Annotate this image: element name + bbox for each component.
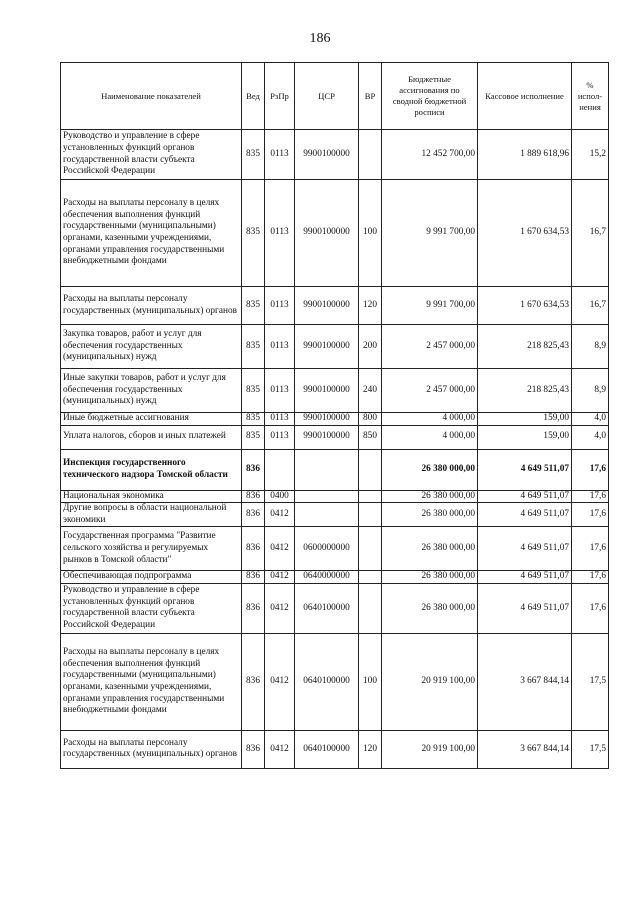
cell-name: Расходы на выплаты персоналу в целях обеспечения выполнения функций государственными (муниципальными) органами, казенными учреждениями, органами управления государственными внебюджетными фондами (61, 180, 242, 287)
header-csr: ЦСР (295, 63, 359, 130)
cell-rzpr: 0412 (265, 730, 295, 768)
cell-ved: 836 (242, 571, 265, 584)
cell-budget: 12 452 700,00 (382, 130, 478, 180)
table-row (61, 730, 609, 768)
header-cash: Кассовое исполнение (478, 63, 572, 130)
cell-name: Расходы на выплаты персоналу государственных (муниципальных) органов (61, 287, 242, 325)
cell-cash: 4 649 511,07 (478, 503, 572, 527)
cell-cash: 1 670 634,53 (478, 287, 572, 325)
cell-cash: 218 825,43 (478, 369, 572, 413)
cell-rzpr: 0113 (265, 130, 295, 180)
cell-budget: 4 000,00 (382, 413, 478, 426)
cell-ved: 835 (242, 325, 265, 369)
cell-name: Руководство и управление в сфере установленных функций органов государственной власти субъекта Российской Федерации (61, 130, 242, 180)
cell-csr: 9900100000 (295, 413, 359, 426)
cell-budget: 26 380 000,00 (382, 583, 478, 633)
cell-vr: 800 (359, 413, 382, 426)
cell-ved: 836 (242, 503, 265, 527)
cell-vr (359, 130, 382, 180)
cell-name: Уплата налогов, сборов и иных платежей (61, 425, 242, 449)
cell-cash: 1 670 634,53 (478, 180, 572, 287)
cell-rzpr: 0113 (265, 325, 295, 369)
cell-vr: 120 (359, 730, 382, 768)
cell-csr: 9900100000 (295, 325, 359, 369)
header-percent: % испол-нения (572, 63, 609, 130)
cell-vr (359, 527, 382, 571)
cell-budget: 26 380 000,00 (382, 490, 478, 503)
cell-percent: 17,6 (572, 490, 609, 503)
cell-rzpr: 0113 (265, 180, 295, 287)
cell-percent: 15,2 (572, 130, 609, 180)
cell-ved: 836 (242, 490, 265, 503)
cell-budget: 9 991 700,00 (382, 287, 478, 325)
cell-name: Инспекция государственного технического надзора Томской области (61, 449, 242, 490)
cell-cash: 4 649 511,07 (478, 583, 572, 633)
header-budget: Бюджетные ассигнования по сводной бюджетной росписи (382, 63, 478, 130)
cell-name: Закупка товаров, работ и услуг для обеспечения государственных (муниципальных) нужд (61, 325, 242, 369)
cell-vr: 100 (359, 180, 382, 287)
cell-percent: 17,5 (572, 633, 609, 730)
cell-percent: 17,6 (572, 583, 609, 633)
table-row (61, 503, 609, 527)
header-rzpr: РзПр (265, 63, 295, 130)
cell-csr: 9900100000 (295, 130, 359, 180)
cell-vr: 120 (359, 287, 382, 325)
cell-csr: 0640100000 (295, 583, 359, 633)
cell-rzpr: 0412 (265, 583, 295, 633)
cell-name: Государственная программа "Развитие сельского хозяйства и регулируемых рынков в Томской области" (61, 527, 242, 571)
cell-rzpr: 0412 (265, 633, 295, 730)
cell-csr: 9900100000 (295, 425, 359, 449)
cell-rzpr: 0113 (265, 425, 295, 449)
cell-ved: 836 (242, 730, 265, 768)
table-row (61, 325, 609, 369)
cell-rzpr: 0412 (265, 503, 295, 527)
header-vr: ВР (359, 63, 382, 130)
budget-execution-table (60, 62, 609, 769)
table-row (61, 490, 609, 503)
cell-vr (359, 490, 382, 503)
cell-csr: 0640000000 (295, 571, 359, 584)
cell-ved: 835 (242, 287, 265, 325)
table-row (61, 130, 609, 180)
cell-csr (295, 449, 359, 490)
cell-rzpr: 0412 (265, 527, 295, 571)
cell-percent: 17,5 (572, 730, 609, 768)
cell-percent: 4,0 (572, 413, 609, 426)
table-row (61, 287, 609, 325)
cell-budget: 2 457 000,00 (382, 325, 478, 369)
cell-name: Иные закупки товаров, работ и услуг для обеспечения государственных (муниципальных) нужд (61, 369, 242, 413)
cell-csr: 0640100000 (295, 730, 359, 768)
cell-cash: 218 825,43 (478, 325, 572, 369)
cell-vr (359, 571, 382, 584)
cell-percent: 17,6 (572, 571, 609, 584)
cell-percent: 17,6 (572, 527, 609, 571)
cell-percent: 8,9 (572, 369, 609, 413)
cell-csr: 9900100000 (295, 287, 359, 325)
cell-percent: 17,6 (572, 503, 609, 527)
cell-rzpr: 0412 (265, 571, 295, 584)
table-row (61, 425, 609, 449)
cell-budget: 26 380 000,00 (382, 527, 478, 571)
cell-vr: 200 (359, 325, 382, 369)
cell-percent: 4,0 (572, 425, 609, 449)
cell-cash: 159,00 (478, 413, 572, 426)
cell-vr (359, 449, 382, 490)
cell-percent: 17,6 (572, 449, 609, 490)
table-row (61, 571, 609, 584)
cell-ved: 835 (242, 180, 265, 287)
cell-budget: 2 457 000,00 (382, 369, 478, 413)
table-header-row (61, 63, 609, 130)
cell-csr: 0600000000 (295, 527, 359, 571)
cell-cash: 4 649 511,07 (478, 571, 572, 584)
header-name: Наименование показателей (61, 63, 242, 130)
table-row (61, 527, 609, 571)
cell-ved: 836 (242, 633, 265, 730)
cell-budget: 4 000,00 (382, 425, 478, 449)
cell-csr: 9900100000 (295, 180, 359, 287)
cell-name: Расходы на выплаты персоналу в целях обеспечения выполнения функций государственными (муниципальными) органами, казенными учреждениями, органами управления государственными внебюджетными фондами (61, 633, 242, 730)
cell-budget: 20 919 100,00 (382, 633, 478, 730)
cell-rzpr: 0113 (265, 369, 295, 413)
cell-ved: 835 (242, 369, 265, 413)
cell-budget: 20 919 100,00 (382, 730, 478, 768)
table-row (61, 449, 609, 490)
cell-budget: 26 380 000,00 (382, 571, 478, 584)
cell-cash: 159,00 (478, 425, 572, 449)
cell-cash: 4 649 511,07 (478, 449, 572, 490)
table-row (61, 633, 609, 730)
cell-ved: 835 (242, 130, 265, 180)
cell-csr (295, 503, 359, 527)
cell-budget: 26 380 000,00 (382, 449, 478, 490)
cell-vr (359, 503, 382, 527)
cell-percent: 16,7 (572, 287, 609, 325)
cell-cash: 4 649 511,07 (478, 490, 572, 503)
cell-csr: 9900100000 (295, 369, 359, 413)
cell-name: Руководство и управление в сфере установленных функций органов государственной власти субъекта Российской Федерации (61, 583, 242, 633)
cell-name: Другие вопросы в области национальной экономики (61, 503, 242, 527)
cell-cash: 4 649 511,07 (478, 527, 572, 571)
cell-cash: 1 889 618,96 (478, 130, 572, 180)
cell-csr (295, 490, 359, 503)
cell-rzpr: 0113 (265, 413, 295, 426)
cell-ved: 836 (242, 527, 265, 571)
table-row (61, 369, 609, 413)
table-row (61, 180, 609, 287)
cell-name: Национальная экономика (61, 490, 242, 503)
cell-rzpr: 0400 (265, 490, 295, 503)
cell-ved: 836 (242, 449, 265, 490)
cell-percent: 8,9 (572, 325, 609, 369)
cell-cash: 3 667 844,14 (478, 633, 572, 730)
table-row (61, 583, 609, 633)
cell-rzpr: 0113 (265, 287, 295, 325)
cell-budget: 9 991 700,00 (382, 180, 478, 287)
cell-vr: 240 (359, 369, 382, 413)
cell-ved: 835 (242, 425, 265, 449)
cell-ved: 835 (242, 413, 265, 426)
header-ved: Вед (242, 63, 265, 130)
cell-percent: 16,7 (572, 180, 609, 287)
cell-name: Расходы на выплаты персоналу государственных (муниципальных) органов (61, 730, 242, 768)
cell-vr: 850 (359, 425, 382, 449)
cell-name: Иные бюджетные ассигнования (61, 413, 242, 426)
cell-rzpr (265, 449, 295, 490)
page-number: 186 (309, 31, 331, 46)
table-row (61, 413, 609, 426)
cell-csr: 0640100000 (295, 633, 359, 730)
cell-budget: 26 380 000,00 (382, 503, 478, 527)
cell-ved: 836 (242, 583, 265, 633)
cell-cash: 3 667 844,14 (478, 730, 572, 768)
cell-vr: 100 (359, 633, 382, 730)
cell-name: Обеспечивающая подпрограмма (61, 571, 242, 584)
cell-vr (359, 583, 382, 633)
